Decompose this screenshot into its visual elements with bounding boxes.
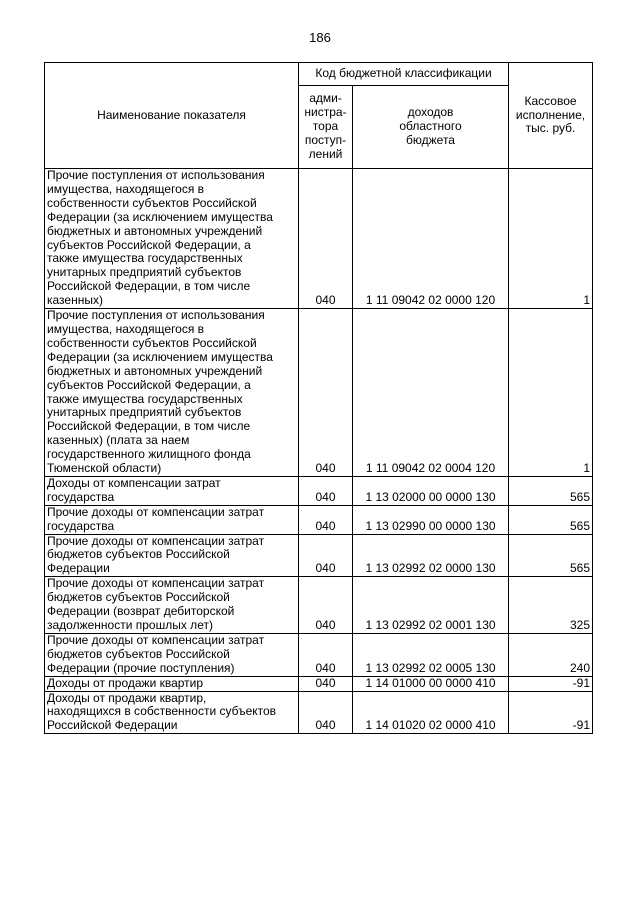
budget-table — [44, 62, 593, 734]
text-line: Доходы от компенсации затрат — [47, 476, 221, 490]
cash-execution-cell: 565 — [509, 534, 593, 577]
header-indicator-name: Наименование показателя — [45, 63, 299, 169]
table-row — [45, 505, 593, 534]
text-line: бюджетов субъектов Российской — [47, 547, 230, 562]
text-line: унитарных предприятий субъектов — [47, 405, 242, 420]
table-row — [45, 534, 593, 577]
text-line: Федерации — [47, 561, 110, 576]
text-line: нистра- — [304, 105, 347, 120]
indicator-name-cell — [45, 309, 299, 477]
table-row — [45, 676, 593, 691]
header-administrator — [299, 86, 353, 169]
header-budget-code-group: Код бюджетной классификации — [299, 63, 509, 86]
administrator-code-cell: 040 — [299, 534, 353, 577]
cash-execution-cell: 240 — [509, 633, 593, 676]
text-line: также имущества государственных — [47, 251, 243, 266]
text-line: бюджетных и автономных учреждений — [47, 223, 263, 238]
text-line: Прочие поступления от использования — [47, 308, 265, 323]
text-line: Доходы от продажи квартир — [47, 676, 204, 690]
table-row — [45, 309, 593, 477]
text-line: поступ- — [304, 132, 347, 147]
text-line: имущества, находящегося в — [47, 181, 205, 196]
cash-execution-cell: -91 — [509, 676, 593, 691]
text-line: имущества, находящегося в — [47, 321, 205, 336]
text-line: адми- — [309, 91, 342, 106]
text-line: Доходы от продажи квартир, — [47, 691, 207, 705]
budget-code-cell: 1 11 09042 02 0004 120 — [353, 309, 509, 477]
cash-execution-cell: 565 — [509, 476, 593, 505]
administrator-code-cell: 040 — [299, 577, 353, 634]
text-line: государственного жилищного фонда — [47, 447, 251, 462]
table-row — [45, 169, 593, 309]
administrator-code-cell: 040 — [299, 505, 353, 534]
cash-execution-cell: 565 — [509, 505, 593, 534]
text-line: бюджетных и автономных учреждений — [47, 363, 263, 378]
cash-execution-cell: -91 — [509, 691, 593, 734]
header-row-top — [45, 63, 593, 86]
header-cash-execution — [509, 63, 593, 169]
text-line: задолженности прошлых лет) — [47, 618, 213, 632]
budget-code-cell: 1 13 02992 02 0001 130 — [353, 577, 509, 634]
administrator-code-cell: 040 — [299, 309, 353, 477]
table-row — [45, 691, 593, 734]
text-line: бюджетов субъектов Российской — [47, 646, 230, 661]
indicator-name-cell — [45, 633, 299, 676]
text-line: Прочие доходы от компенсации затрат — [47, 534, 265, 548]
text-line: казенных) (плата за наем — [47, 433, 190, 448]
budget-code-cell: 1 13 02990 00 0000 130 — [353, 505, 509, 534]
text-line: Прочие доходы от компенсации затрат — [47, 576, 265, 591]
indicator-name-cell — [45, 691, 299, 734]
text-line: Федерации (возврат дебиторской — [47, 604, 235, 619]
text-line: Прочие доходы от компенсации затрат — [47, 505, 265, 519]
administrator-code-cell: 040 — [299, 169, 353, 309]
administrator-code-cell: 040 — [299, 676, 353, 691]
text-line: Прочие доходы от компенсации затрат — [47, 633, 265, 647]
administrator-code-cell: 040 — [299, 691, 353, 734]
budget-code-cell: 1 14 01020 02 0000 410 — [353, 691, 509, 734]
text-line: областного — [399, 119, 462, 134]
header-regional-income — [353, 86, 509, 169]
text-line: казенных) — [47, 293, 103, 308]
indicator-name-cell — [45, 577, 299, 634]
indicator-name-cell — [45, 534, 299, 577]
text-line: тыс. руб. — [525, 121, 576, 136]
text-line: лений — [308, 146, 343, 161]
text-line: Российской Федерации, в том числе — [47, 419, 251, 434]
text-line: доходов — [407, 105, 454, 120]
indicator-name-cell — [45, 676, 299, 691]
table-row — [45, 577, 593, 634]
text-line: Федерации (за исключением имущества — [47, 209, 273, 224]
table-body — [45, 169, 593, 734]
text-line: также имущества государственных — [47, 391, 243, 406]
budget-code-cell: 1 13 02000 00 0000 130 — [353, 476, 509, 505]
text-line: Российской Федерации, в том числе — [47, 279, 251, 294]
text-line: Прочие поступления от использования — [47, 168, 265, 182]
text-line: Российской Федерации — [47, 718, 178, 733]
indicator-name-cell — [45, 476, 299, 505]
text-line: субъектов Российской Федерации, а — [47, 237, 251, 252]
indicator-name-cell — [45, 169, 299, 309]
text-line: государства — [47, 489, 115, 504]
text-line: находящихся в собственности субъектов — [47, 704, 277, 719]
text-line: унитарных предприятий субъектов — [47, 265, 242, 280]
table-row — [45, 476, 593, 505]
budget-code-cell: 1 13 02992 02 0000 130 — [353, 534, 509, 577]
cash-execution-cell: 1 — [509, 169, 593, 309]
text-line: собственности субъектов Российской — [47, 335, 257, 350]
table-row — [45, 633, 593, 676]
budget-code-cell: 1 14 01000 00 0000 410 — [353, 676, 509, 691]
text-line: Федерации (за исключением имущества — [47, 349, 273, 364]
text-line: Тюменской области) — [47, 461, 162, 476]
administrator-code-cell: 040 — [299, 633, 353, 676]
cash-execution-cell: 1 — [509, 309, 593, 477]
budget-code-cell: 1 13 02992 02 0005 130 — [353, 633, 509, 676]
text-line: государства — [47, 518, 115, 533]
cash-execution-cell: 325 — [509, 577, 593, 634]
administrator-code-cell: 040 — [299, 476, 353, 505]
indicator-name-cell — [45, 505, 299, 534]
budget-code-cell: 1 11 09042 02 0000 120 — [353, 169, 509, 309]
text-line: бюджетов субъектов Российской — [47, 590, 230, 605]
page-number: 186 — [309, 30, 331, 45]
text-line: исполнение, — [515, 107, 586, 122]
text-line: Федерации (прочие поступления) — [47, 660, 235, 675]
table-header — [45, 63, 593, 169]
text-line: субъектов Российской Федерации, а — [47, 377, 251, 392]
text-line: Кассовое — [524, 93, 577, 108]
text-line: тора — [312, 119, 339, 134]
text-line: бюджета — [406, 132, 455, 147]
text-line: собственности субъектов Российской — [47, 195, 257, 210]
